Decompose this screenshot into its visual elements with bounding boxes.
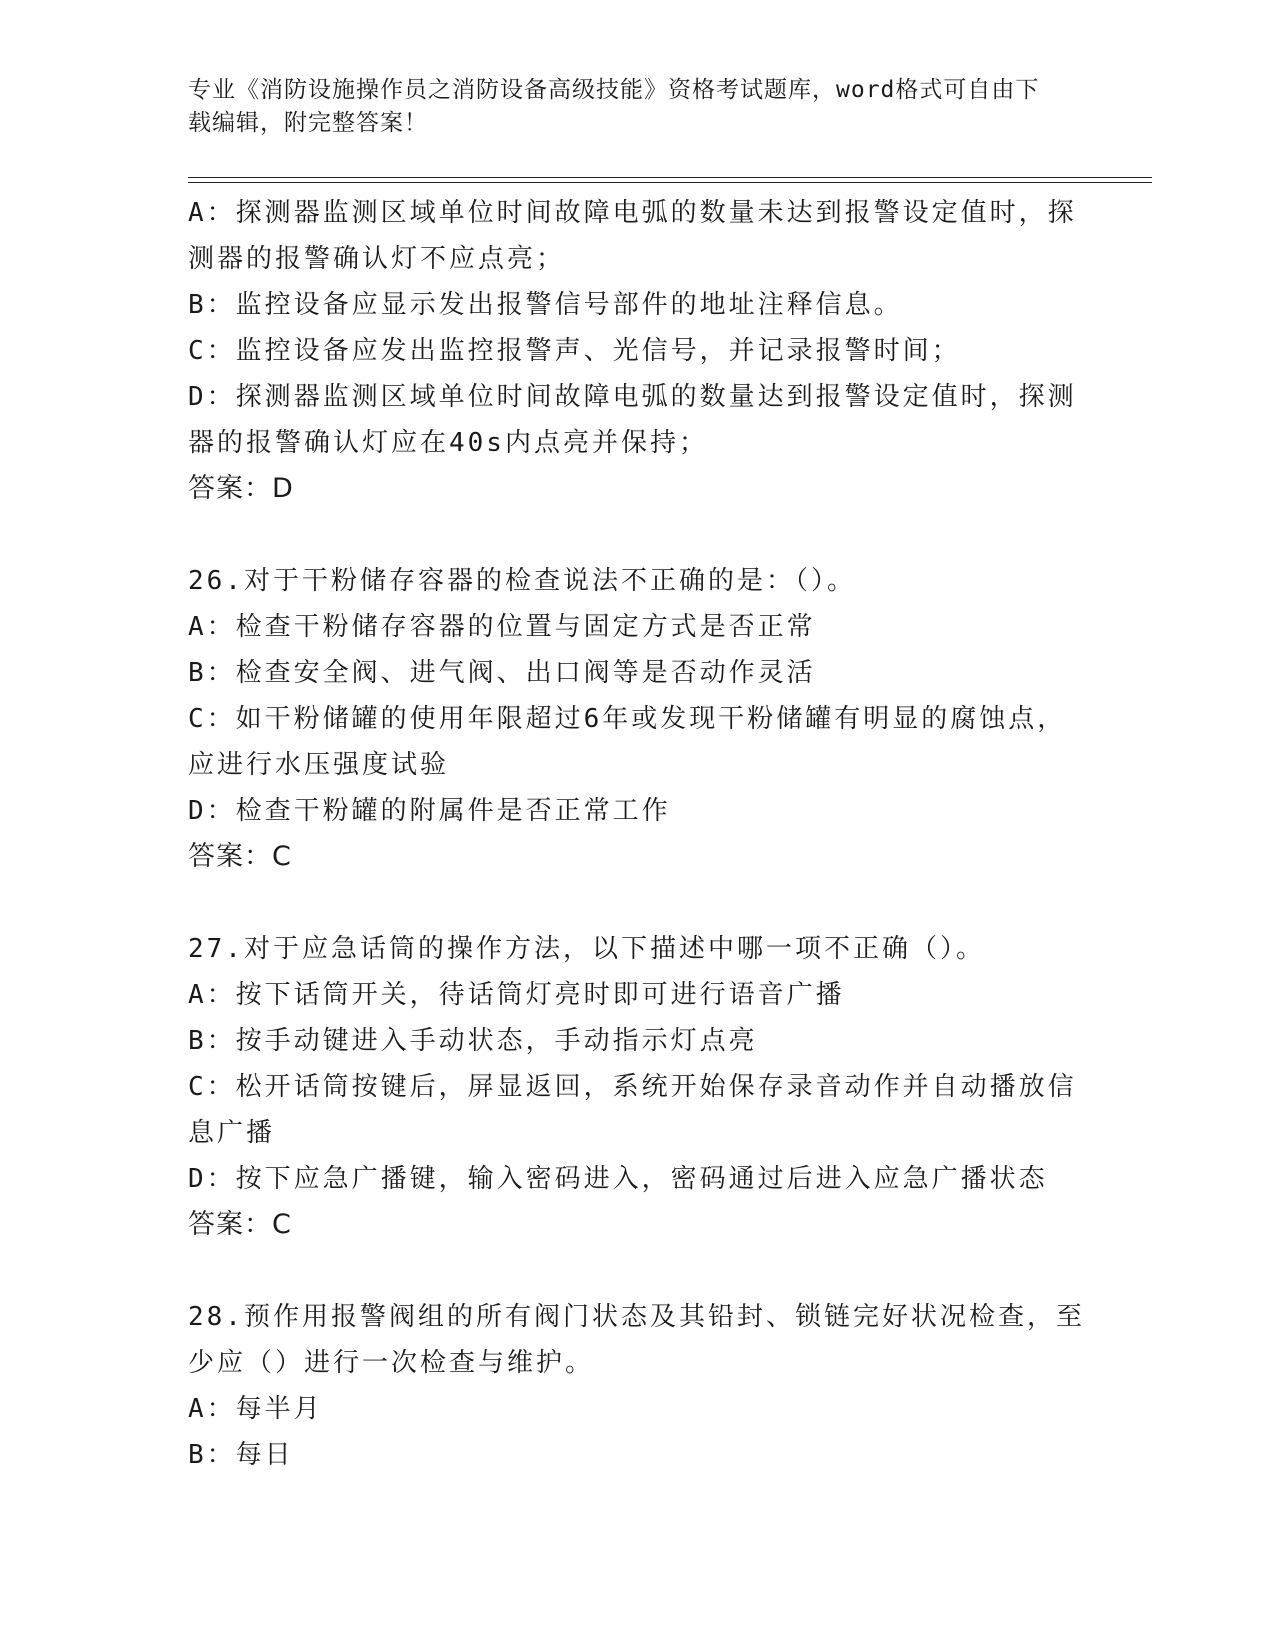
q25-option-a-line-1: A：探测器监测区域单位时间故障电弧的数量未达到报警设定值时，探 <box>188 198 1077 228</box>
header-divider-top <box>188 177 1152 178</box>
q25-option-d-line-2: 器的报警确认灯应在40s内点亮并保持； <box>188 428 708 458</box>
q28-option-a: A：每半月 <box>188 1394 323 1424</box>
q26-option-a: A：检查干粉储存容器的位置与固定方式是否正常 <box>188 612 816 642</box>
q25-answer: 答案：D <box>188 473 294 504</box>
question-26 <box>188 558 1088 880</box>
q26-question: 26.对于干粉储存容器的检查说法不正确的是：（）。 <box>188 566 856 596</box>
question-25 <box>188 190 1088 512</box>
q25-option-d-line-1: D：探测器监测区域单位时间故障电弧的数量达到报警设定值时，探测 <box>188 382 1077 412</box>
q27-question: 27.对于应急话筒的操作方法，以下描述中哪一项不正确（）。 <box>188 934 985 964</box>
q27-answer: 答案：C <box>188 1209 292 1240</box>
q26-option-c-line-1: C：如干粉储罐的使用年限超过6年或发现干粉储罐有明显的腐蚀点， <box>188 704 1067 734</box>
q28-question-line-1: 28.预作用报警阀组的所有阀门状态及其铅封、锁链完好状况检查，至 <box>188 1302 1085 1332</box>
q26-answer: 答案：C <box>188 841 292 872</box>
header-line-2: 载编辑，附完整答案！ <box>188 110 428 136</box>
q25-option-b: B：监控设备应显示发出报警信号部件的地址注释信息。 <box>188 290 903 320</box>
document-body <box>188 190 1088 1478</box>
spacer <box>188 1248 1088 1294</box>
header-line-1: 专业《消防设施操作员之消防设备高级技能》资格考试题库，word格式可自由下 <box>188 77 1040 103</box>
header-divider-bottom <box>188 182 1152 183</box>
q26-option-c-line-2: 应进行水压强度试验 <box>188 750 450 780</box>
spacer <box>188 880 1088 926</box>
q28-question-line-2: 少应（）进行一次检查与维护。 <box>188 1348 595 1378</box>
spacer <box>188 512 1088 558</box>
q28-option-b: B：每日 <box>188 1440 294 1470</box>
q27-option-a: A：按下话筒开关，待话筒灯亮时即可进行语音广播 <box>188 980 845 1010</box>
document-header <box>188 74 1088 140</box>
q27-option-b: B：按手动键进入手动状态，手动指示灯点亮 <box>188 1026 758 1056</box>
q27-option-c-line-1: C：松开话筒按键后，屏显返回，系统开始保存录音动作并自动播放信 <box>188 1072 1077 1102</box>
question-28 <box>188 1294 1088 1478</box>
q27-option-d: D：按下应急广播键，输入密码进入，密码通过后进入应急广播状态 <box>188 1164 1048 1194</box>
q26-option-d: D：检查干粉罐的附属件是否正常工作 <box>188 796 671 826</box>
q25-option-a-line-2: 测器的报警确认灯不应点亮； <box>188 244 566 274</box>
q27-option-c-line-2: 息广播 <box>188 1118 276 1148</box>
question-27 <box>188 926 1088 1248</box>
q26-option-b: B：检查安全阀、进气阀、出口阀等是否动作灵活 <box>188 658 816 688</box>
q25-option-c: C：监控设备应发出监控报警声、光信号，并记录报警时间； <box>188 336 961 366</box>
